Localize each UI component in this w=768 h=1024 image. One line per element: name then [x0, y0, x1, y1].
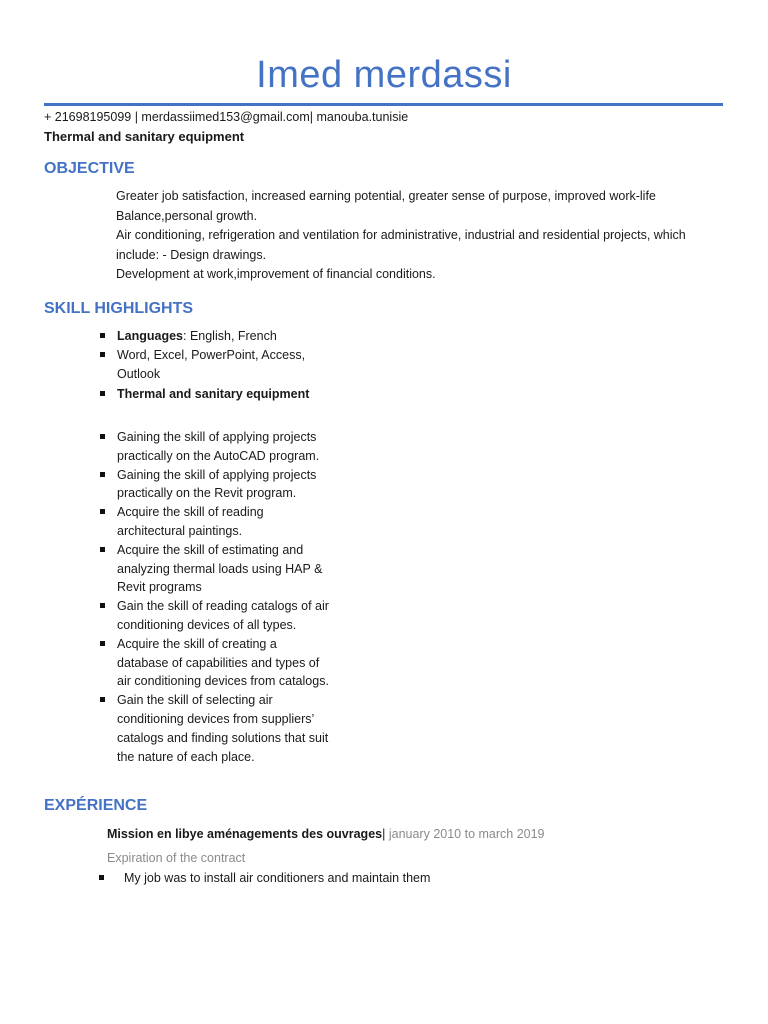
bullet-icon	[100, 641, 105, 646]
skill-item: Gain the skill of reading catalogs of air conditioning devices of all types.	[117, 599, 329, 632]
objective-line: Greater job satisfaction, increased earning potential, greater sense of purpose, improved work-life	[116, 189, 656, 203]
job-duty	[99, 870, 430, 886]
list-item	[100, 346, 320, 384]
skills-summary-list	[100, 327, 320, 404]
bullet-icon	[100, 434, 105, 439]
skill-item: Gain the skill of selecting air conditioning devices from suppliers’ catalogs and finding solutions that suit the nature of each place.	[117, 693, 329, 764]
specialty-skill: Thermal and sanitary equipment	[117, 387, 310, 402]
objective-text	[116, 187, 726, 285]
skill-item: Acquire the skill of estimating and analyzing thermal loads using HAP & Revit programs	[117, 542, 323, 595]
skills-detail-list	[100, 428, 330, 766]
languages-value: : English, French	[183, 329, 277, 343]
objective-line: Balance,personal growth.	[116, 208, 258, 223]
skill-item: Acquire the skill of creating a database of capabilities and types of air conditioning devices from catalogs.	[117, 636, 329, 689]
bullet-icon	[100, 509, 105, 514]
list-item	[100, 541, 330, 597]
objective-line: Air conditioning, refrigeration and ventilation for administrative, industrial and residential projects, which	[116, 228, 686, 242]
objective-line: include: - Design drawings.	[116, 247, 267, 262]
job-duty-text: My job was to install air conditioners and maintain them	[124, 871, 431, 885]
bullet-icon	[100, 603, 105, 608]
professional-headline: Thermal and sanitary equipment	[44, 129, 245, 144]
job-dates: january 2010 to march 2019	[388, 827, 545, 841]
experience-heading: EXPÉRIENCE	[44, 797, 148, 814]
list-item	[100, 691, 330, 766]
bullet-icon	[100, 697, 105, 702]
skills-heading: SKILL HIGHLIGHTS	[44, 300, 194, 317]
objective-heading: OBJECTIVE	[44, 160, 135, 177]
office-skills: Word, Excel, PowerPoint, Access, Outlook	[117, 347, 306, 381]
list-item	[100, 385, 320, 404]
job-subtitle: Expiration of the contract	[107, 851, 246, 865]
bullet-icon	[100, 547, 105, 552]
candidate-name: Imed merdassi	[256, 54, 512, 96]
bullet-icon	[100, 352, 105, 357]
list-item	[100, 503, 330, 541]
contact-line: + 21698195099 | merdassiimed153@gmail.com| manouba.tunisie	[44, 110, 409, 124]
skill-item: Gaining the skill of applying projects practically on the Revit program.	[117, 467, 317, 501]
list-item	[100, 635, 330, 691]
skill-item: Acquire the skill of reading architectural paintings.	[117, 505, 264, 538]
list-item	[100, 428, 330, 466]
objective-line: Development at work,improvement of financial conditions.	[116, 267, 436, 281]
title-separator: |	[382, 827, 386, 841]
job-entry-title	[107, 826, 545, 842]
job-title: Mission en libye aménagements des ouvrages	[107, 827, 383, 841]
header-divider	[44, 103, 723, 106]
bullet-icon	[99, 875, 104, 880]
skill-item: Gaining the skill of applying projects practically on the AutoCAD program.	[117, 430, 320, 463]
languages-label: Languages	[117, 329, 183, 343]
list-item	[100, 597, 330, 635]
list-item	[100, 466, 330, 504]
list-item	[100, 327, 320, 346]
bullet-icon	[100, 333, 105, 338]
bullet-icon	[100, 391, 105, 396]
bullet-icon	[100, 472, 105, 477]
